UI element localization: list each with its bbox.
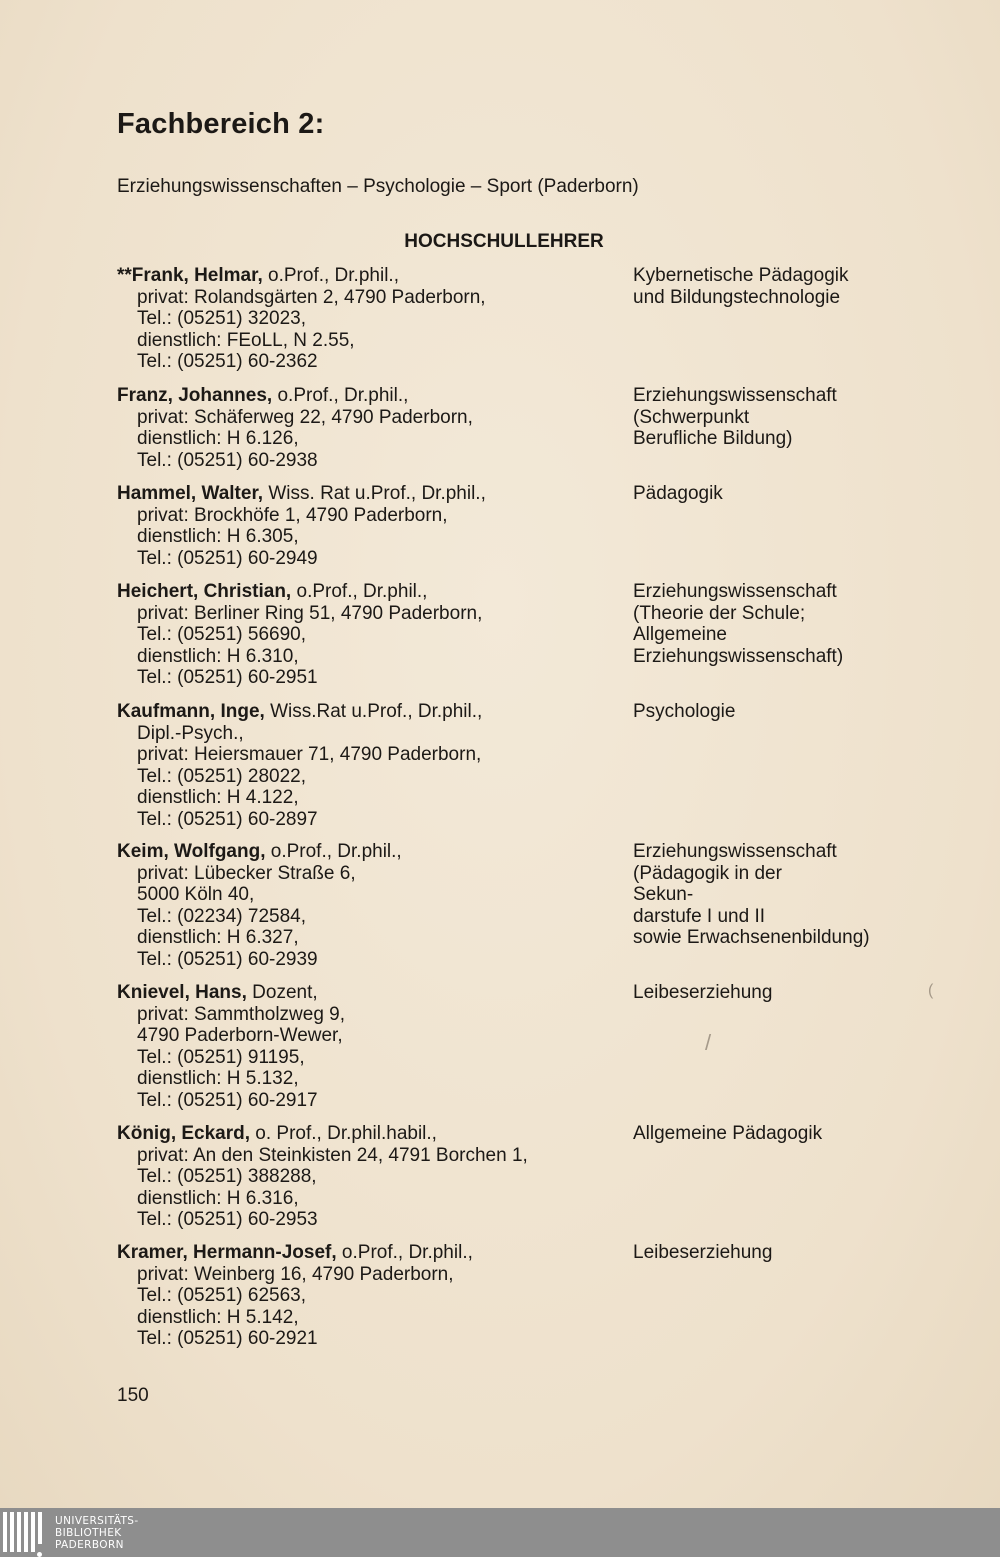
entry-title: o.Prof., Dr.phil.,: [265, 841, 402, 862]
entry-name: Heichert, Christian,: [117, 581, 292, 602]
page-subtitle: Erziehungswissenschaften – Psychologie – Sport (Paderborn): [117, 176, 639, 197]
entry-header-line: [117, 1123, 617, 1145]
entry-field-line: Pädagogik: [633, 483, 723, 504]
entry-detail-line: dienstlich: H 6.327,: [137, 927, 299, 949]
entry-header-line: [117, 1242, 617, 1264]
entry-header-line: [117, 385, 617, 407]
entry-detail-line: Tel.: (05251) 388288,: [137, 1166, 317, 1188]
entry-header-line: [117, 701, 617, 723]
entry-detail-line: Tel.: (05251) 60-2939: [137, 948, 318, 970]
entry-detail-line: privat: Brockhöfe 1, 4790 Paderborn,: [137, 504, 448, 526]
entry-title: o.Prof., Dr.phil.,: [336, 1242, 473, 1263]
entry-detail-line: dienstlich: H 6.316,: [137, 1187, 299, 1209]
entry-detail-line: dienstlich: H 6.310,: [137, 645, 299, 667]
entry-detail-line: Tel.: (05251) 32023,: [137, 308, 307, 330]
entry-details: [117, 1242, 617, 1350]
entry-field: [633, 1242, 933, 1264]
entry-field-line: (Theorie der Schule;: [633, 602, 806, 624]
entry-title: Wiss.Rat u.Prof., Dr.phil.,: [264, 701, 483, 722]
entry-field-line: Erziehungswissenschaft: [633, 841, 837, 862]
entry-field: [633, 1123, 933, 1145]
entry-detail-line: Tel.: (05251) 56690,: [137, 624, 307, 646]
entry-details: [117, 385, 617, 471]
entry-detail-line: privat: Schäferweg 22, 4790 Paderborn,: [137, 406, 473, 428]
entry-header-line: [117, 265, 617, 287]
entry-name: Kaufmann, Inge,: [117, 701, 265, 722]
entry-details: [117, 841, 617, 971]
entry-field-line: Psychologie: [633, 701, 736, 722]
entry-field: [633, 265, 933, 308]
entry-name: König, Eckard,: [117, 1123, 251, 1144]
entry-detail-line: privat: Lübecker Straße 6,: [137, 862, 356, 884]
paper-speck-icon: /: [705, 1030, 712, 1055]
entry-detail-line: privat: Berliner Ring 51, 4790 Paderborn,: [137, 602, 483, 624]
entry-field: [633, 385, 933, 450]
entry-field-line: Allgemeine Pädagogik: [633, 1123, 823, 1144]
entry-title: o.Prof., Dr.phil.,: [262, 265, 399, 286]
entry-name: Franz, Johannes,: [117, 385, 273, 406]
entry-header-line: [117, 982, 617, 1004]
entry-detail-line: Tel.: (05251) 60-2951: [137, 667, 318, 689]
entry-detail-line: Tel.: (05251) 62563,: [137, 1285, 307, 1307]
entry-detail-line: Tel.: (05251) 60-2953: [137, 1209, 318, 1231]
entry-field-line: Erziehungswissenschaft): [633, 645, 844, 667]
entry-detail-line: dienstlich: H 5.132,: [137, 1068, 299, 1090]
entry-detail-line: Tel.: (05251) 60-2897: [137, 808, 318, 830]
entry-details: [117, 265, 617, 373]
entry-details: [117, 581, 617, 689]
page-number: 150: [117, 1385, 149, 1406]
section-heading: HOCHSCHULLEHRER: [404, 231, 604, 252]
entry-detail-line: dienstlich: H 4.122,: [137, 787, 299, 809]
entry-title: o.Prof., Dr.phil.,: [272, 385, 409, 406]
entry-name: Hammel, Walter,: [117, 483, 264, 504]
entry-detail-line: Tel.: (02234) 72584,: [137, 905, 307, 927]
entry-details: [117, 1123, 617, 1231]
entry-details: [117, 701, 617, 831]
entry-detail-line: privat: Heiersmauer 71, 4790 Paderborn,: [137, 744, 482, 766]
entry-detail-line: Tel.: (05251) 60-2921: [137, 1328, 318, 1350]
entry-field-line: darstufe I und II: [633, 905, 766, 927]
entry-field-line: Leibeserziehung: [633, 1242, 773, 1263]
entry-details: [117, 982, 617, 1112]
entry-header-line: [117, 581, 617, 603]
entry-detail-line: privat: An den Steinkisten 24, 4791 Borchen 1,: [137, 1144, 528, 1166]
entry-field-line: und Bildungstechnologie: [633, 286, 841, 308]
entry-field-line: sowie Erwachsenenbildung): [633, 927, 870, 949]
entry-detail-line: dienstlich: H 6.305,: [137, 526, 299, 548]
entry-detail-line: Tel.: (05251) 28022,: [137, 765, 307, 787]
page-title: Fachbereich 2:: [117, 108, 325, 140]
entry-name: Kramer, Hermann-Josef,: [117, 1242, 337, 1263]
entry-detail-line: Tel.: (05251) 60-2938: [137, 449, 318, 471]
entry-detail-line: 5000 Köln 40,: [137, 884, 255, 906]
entry-field-line: Leibeserziehung: [633, 982, 773, 1003]
entry-field-line: (Schwerpunkt: [633, 406, 750, 428]
entry-field-line: (Pädagogik in der: [633, 862, 782, 884]
entry-field: [633, 701, 933, 723]
library-name: [55, 1515, 139, 1551]
entry-title: o.Prof., Dr.phil.,: [291, 581, 428, 602]
entry-detail-line: privat: Rolandsgärten 2, 4790 Paderborn,: [137, 286, 486, 308]
entry-field: [633, 982, 933, 1004]
entry-details: [117, 483, 617, 569]
entry-title: o. Prof., Dr.phil.habil.,: [250, 1123, 437, 1144]
entry-name: Knievel, Hans,: [117, 982, 247, 1003]
paper-speck-icon: (: [928, 982, 934, 999]
library-footer: [0, 1508, 1000, 1557]
entry-title: Wiss. Rat u.Prof., Dr.phil.,: [263, 483, 486, 504]
entry-detail-line: Dipl.-Psych.,: [137, 722, 244, 744]
entry-detail-line: 4790 Paderborn-Wewer,: [137, 1025, 343, 1047]
entry-title: Dozent,: [246, 982, 318, 1003]
entry-detail-line: Tel.: (05251) 60-2949: [137, 547, 318, 569]
entry-detail-line: Tel.: (05251) 60-2362: [137, 351, 318, 373]
library-name-line: BIBLIOTHEK: [55, 1527, 122, 1539]
library-name-line: PADERBORN: [55, 1539, 124, 1551]
entry-field-line: Erziehungswissenschaft: [633, 385, 837, 406]
entry-header-line: [117, 483, 617, 505]
entry-detail-line: dienstlich: H 5.142,: [137, 1306, 299, 1328]
entry-detail-line: dienstlich: FEoLL, N 2.55,: [137, 329, 355, 351]
entry-detail-line: dienstlich: H 6.126,: [137, 428, 299, 450]
library-name-line: UNIVERSITÄTS-: [55, 1515, 139, 1527]
entry-field-line: Allgemeine: [633, 624, 727, 646]
entry-name: **Frank, Helmar,: [117, 265, 263, 286]
entry-detail-line: Tel.: (05251) 91195,: [137, 1046, 305, 1068]
entry-field-line: Kybernetische Pädagogik: [633, 265, 849, 286]
entry-name: Keim, Wolfgang,: [117, 841, 266, 862]
entry-detail-line: privat: Sammtholzweg 9,: [137, 1003, 346, 1025]
entry-field-line: Erziehungswissenschaft: [633, 581, 837, 602]
entry-field: [633, 581, 933, 667]
entry-detail-line: privat: Weinberg 16, 4790 Paderborn,: [137, 1263, 454, 1285]
entry-field-line: Berufliche Bildung): [633, 428, 793, 450]
library-logo-icon: [0, 1512, 46, 1556]
library-logo-dot-icon: [37, 1552, 42, 1557]
entry-field: [633, 841, 933, 949]
entry-field-line: Sekun-: [633, 884, 694, 906]
entry-field: [633, 483, 933, 505]
entry-header-line: [117, 841, 617, 863]
entry-detail-line: Tel.: (05251) 60-2917: [137, 1089, 318, 1111]
